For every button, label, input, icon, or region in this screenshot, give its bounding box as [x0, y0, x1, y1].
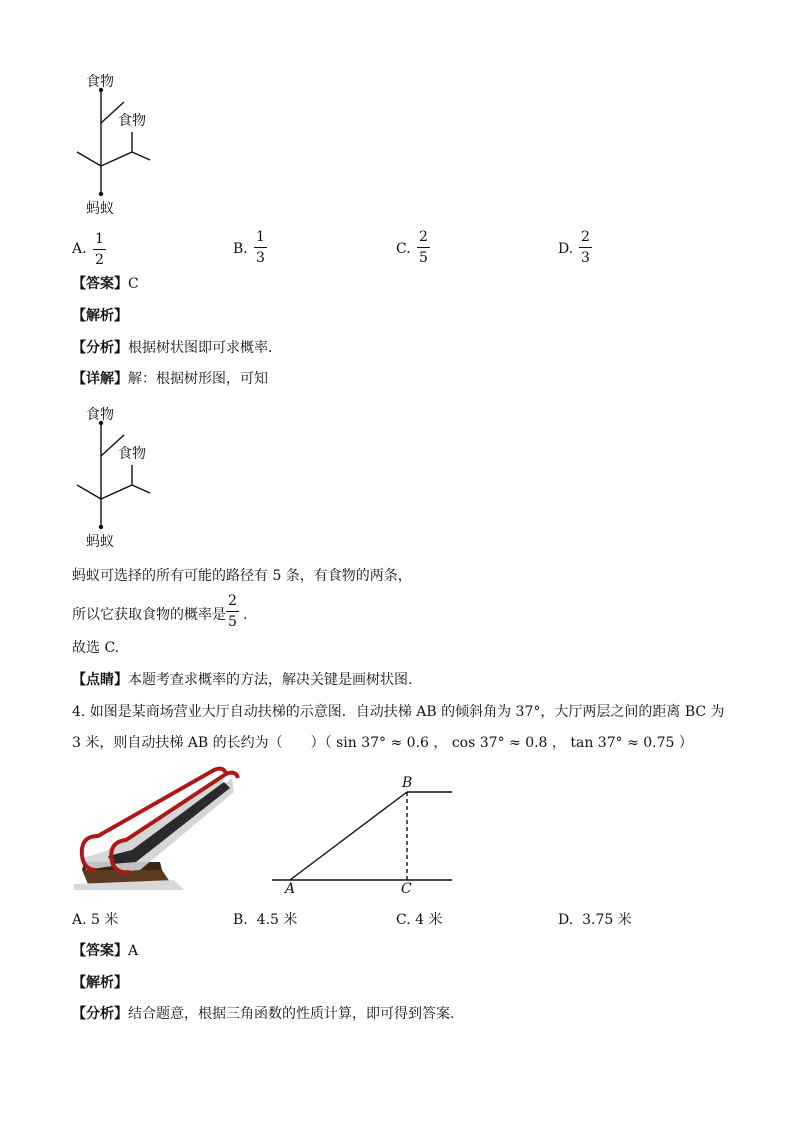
tree2-top-label: 食物: [86, 407, 114, 423]
tree2-mid-label: 食物: [118, 446, 146, 462]
tree-diagram-1: [60, 70, 180, 220]
q3-solution-period: .: [243, 607, 248, 623]
q3-solution-line1: 蚂蚁可选择的所有可能的路径有 5 条，有食物的两条，: [72, 568, 412, 584]
q3-option-d-frac: 2 3: [581, 229, 590, 266]
q3-option-a-frac: 1 2: [95, 231, 104, 268]
q4-option-c: C. 4 米: [396, 912, 443, 928]
answer-tag: 【答案】: [72, 276, 128, 292]
tree1-top-label: 食物: [86, 74, 114, 90]
tree-node-bottom: [99, 525, 103, 529]
q4-option-b: B. 4.5 米: [233, 912, 298, 928]
point-a-label: A: [285, 881, 296, 897]
point-b-label: B: [402, 775, 413, 791]
q3-option-c-letter: C.: [396, 241, 411, 257]
tree-node-bottom: [99, 192, 103, 196]
q4-option-a: A. 5 米: [72, 912, 119, 928]
q3-analysis-tag: 【解析】: [72, 308, 128, 324]
q3-option-a-letter: A.: [72, 241, 87, 257]
q3-option-b-letter: B.: [233, 241, 248, 257]
q4-answer: 【答案】A: [72, 943, 139, 959]
q3-detail: 【详解】解：根据树形图，可知: [72, 371, 268, 387]
tree2-bottom-label: 蚂蚁: [86, 534, 114, 550]
q4-stem-line2: 3 米，则自动扶梯 AB 的长约为（ ）（ sin 37° ≈ 0.6 ， cos 37° ≈ 0.8 ， tan 37° ≈ 0.75 ）: [72, 735, 693, 751]
q3-option-d-letter: D.: [558, 241, 574, 257]
q4-fenxi: 【分析】结合题意，根据三角函数的性质计算，即可得到答案.: [72, 1006, 455, 1022]
q3-option-b-frac: 1 3: [256, 229, 265, 266]
q3-solution-frac: 2 5: [228, 593, 237, 630]
q3-answer: [72, 277, 139, 291]
tree1-mid-label: 食物: [118, 113, 146, 129]
answer-value: C: [128, 276, 139, 292]
q4-stem-line1: 4. 如图是某商场营业大厅自动扶梯的示意图．自动扶梯 AB 的倾斜角为 37°，大厅两层之间的距离 BC 为: [72, 704, 725, 720]
q4-analysis-tag: 【解析】: [72, 975, 128, 991]
tree1-bottom-label: 蚂蚁: [86, 201, 114, 217]
escalator-geometry-diagram: [270, 770, 460, 900]
q3-option-c-frac: 2 5: [419, 229, 428, 266]
segment-ab: [290, 792, 407, 880]
escalator-photo: [74, 766, 242, 890]
q3-solution-line2: 所以它获取食物的概率是: [72, 607, 226, 623]
q4-option-d: D. 3.75 米: [558, 912, 632, 928]
q3-comment: 【点睛】本题考查求概率的方法，解决关键是画树状图.: [72, 672, 413, 688]
point-c-label: C: [401, 881, 412, 897]
tree-diagram-2: [60, 403, 180, 553]
q3-solution-line3: 故选 C.: [72, 640, 120, 656]
q3-fenxi: 【分析】根据树状图即可求概率.: [72, 340, 273, 356]
